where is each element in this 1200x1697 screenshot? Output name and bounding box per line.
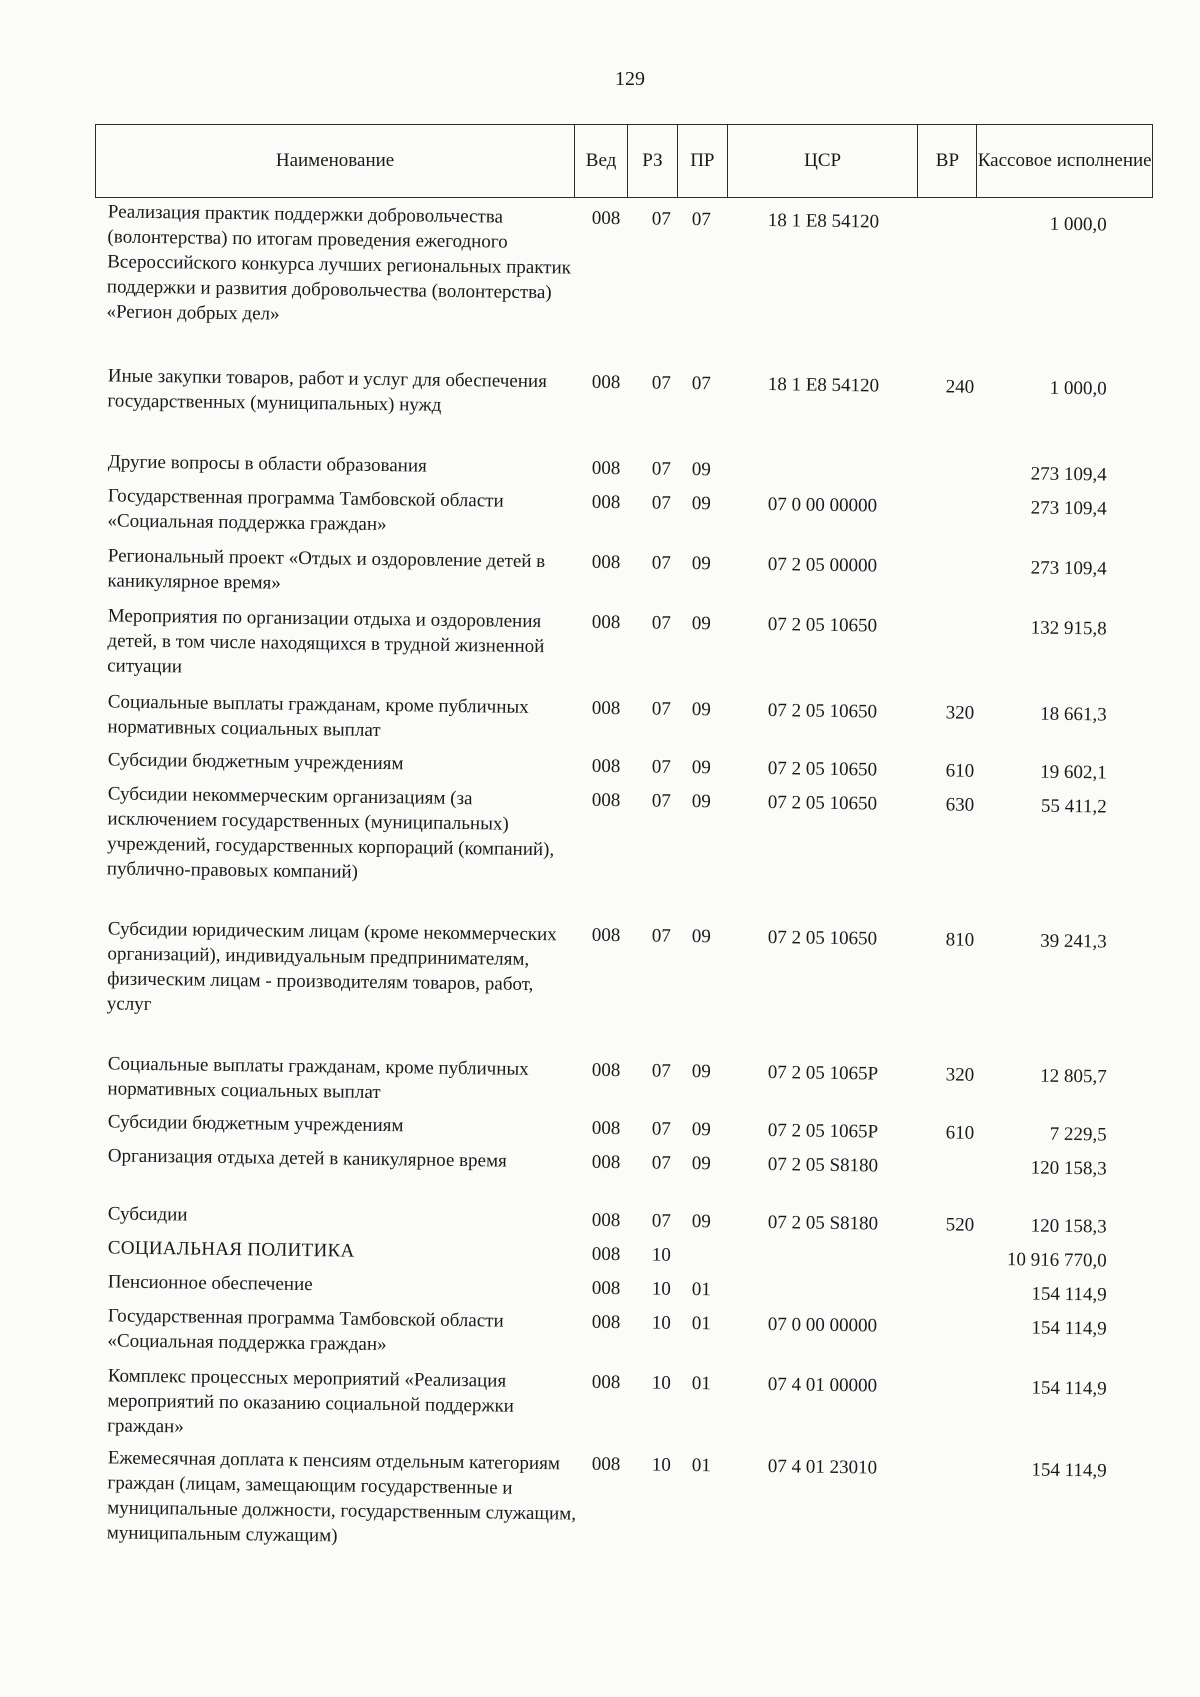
row-ved: 008 — [591, 1277, 621, 1300]
row-pr: 09 — [691, 926, 711, 948]
row-ved: 008 — [591, 207, 621, 230]
row-rz: 07 — [651, 208, 671, 230]
row-amount: 273 109,4 — [1030, 463, 1107, 486]
row-amount: 12 805,7 — [1040, 1065, 1107, 1088]
row-csr: 07 2 05 10650 — [767, 614, 878, 637]
row-name: Социальные выплаты гражданам, кроме публичных нормативных социальных выплат — [107, 1053, 529, 1103]
row-rz: 07 — [651, 1118, 671, 1140]
table-row — [0, 1200, 1200, 1238]
table-row — [0, 1444, 1200, 1547]
row-vr: 610 — [945, 1122, 975, 1144]
row-rz: 07 — [651, 756, 671, 778]
table-row — [0, 602, 1200, 678]
row-name: Реализация практик поддержки добровольчества (волонтерства) по итогам проведения ежегодного Всероссийского конкурса лучших региональных практик поддержки и развития добровольчества (волонтерства) «Регион добрых дел» — [106, 201, 572, 325]
row-amount: 19 602,1 — [1040, 761, 1107, 784]
row-name: Субсидии бюджетным учреждениям — [107, 749, 404, 775]
row-ved: 008 — [591, 755, 621, 778]
row-ved: 008 — [591, 1371, 621, 1394]
row-rz: 07 — [651, 790, 671, 812]
row-amount: 10 916 770,0 — [1006, 1249, 1107, 1272]
row-name: Мероприятия по организации отдыха и оздоровления детей, в том числе находящихся в трудной жизненной ситуации — [107, 605, 545, 678]
row-pr: 01 — [691, 1313, 711, 1335]
row-csr: 07 2 05 10650 — [767, 758, 878, 781]
header-kassovoe: Кассовое исполнение — [977, 150, 1152, 172]
row-csr: 07 0 00 00000 — [767, 1314, 878, 1337]
row-rz: 07 — [651, 372, 671, 394]
row-rz: 10 — [651, 1454, 671, 1476]
row-rz: 07 — [651, 925, 671, 947]
row-rz: 07 — [651, 492, 671, 514]
row-rz: 07 — [651, 458, 671, 480]
row-amount: 273 109,4 — [1030, 497, 1107, 520]
header-rz: РЗ — [628, 125, 678, 197]
table-row — [0, 1050, 1200, 1103]
row-csr: 07 2 05 1065Р — [767, 1120, 879, 1143]
row-name: Другие вопросы в области образования — [107, 451, 427, 477]
row-vr: 630 — [945, 794, 975, 816]
row-pr: 09 — [691, 1153, 711, 1175]
row-name: Пенсионное обеспечение — [107, 1271, 313, 1296]
row-name: Организация отдыха детей в каникулярное время — [107, 1145, 507, 1172]
row-name: Иные закупки товаров, работ и услуг для обеспечения государственных (муниципальных) нужд — [107, 365, 548, 416]
row-name: Социальные выплаты гражданам, кроме публичных нормативных социальных выплат — [107, 691, 529, 741]
row-pr: 07 — [691, 209, 711, 231]
header-ved: Вед — [575, 125, 628, 197]
row-pr: 07 — [691, 373, 711, 395]
table-row — [0, 1108, 1200, 1146]
row-ved: 008 — [591, 789, 621, 812]
row-name: СОЦИАЛЬНАЯ ПОЛИТИКА — [107, 1237, 355, 1262]
row-pr: 09 — [691, 757, 711, 779]
table-row — [0, 780, 1200, 883]
table-row — [0, 1142, 1200, 1180]
row-rz: 07 — [651, 612, 671, 634]
row-csr: 07 0 00 00000 — [767, 494, 878, 517]
row-ved: 008 — [591, 1209, 621, 1232]
table-row — [0, 1302, 1200, 1356]
row-amount: 132 915,8 — [1030, 617, 1107, 640]
row-ved: 008 — [591, 1453, 621, 1476]
row-amount: 18 661,3 — [1040, 703, 1107, 726]
row-ved: 008 — [591, 551, 621, 574]
row-vr: 610 — [945, 760, 975, 782]
row-vr: 320 — [945, 702, 975, 724]
row-ved: 008 — [591, 371, 621, 394]
row-rz: 10 — [651, 1312, 671, 1334]
row-ved: 008 — [591, 491, 621, 514]
row-ved: 008 — [591, 457, 621, 480]
row-amount: 55 411,2 — [1040, 795, 1107, 818]
row-csr: 07 2 05 10650 — [767, 927, 878, 950]
row-pr: 09 — [691, 553, 711, 575]
header-csr: ЦСР — [728, 125, 919, 197]
row-name: Государственная программа Тамбовской области «Социальная поддержка граждан» — [107, 485, 504, 536]
row-rz: 10 — [651, 1244, 671, 1266]
row-csr: 07 2 05 10650 — [767, 792, 878, 815]
row-csr: 07 4 01 23010 — [767, 1456, 878, 1479]
row-name: Субсидии бюджетным учреждениям — [107, 1111, 404, 1137]
page-number: 129 — [615, 68, 645, 90]
row-csr: 07 2 05 10650 — [767, 700, 878, 723]
table-row — [0, 1362, 1200, 1438]
row-name: Комплекс процессных мероприятий «Реализация мероприятий по оказанию социальной поддержки граждан» — [107, 1365, 515, 1438]
row-vr: 520 — [945, 1214, 975, 1236]
row-name: Субсидии — [107, 1203, 188, 1226]
row-ved: 008 — [591, 1243, 621, 1266]
row-name: Региональный проект «Отдых и оздоровление детей в каникулярное время» — [107, 545, 546, 594]
row-amount: 154 114,9 — [1031, 1377, 1107, 1400]
row-name: Субсидии некоммерческим организациям (за исключением государственных (муниципальных) учреждений, государственных корпораций (компаний), публично-правовых компаний) — [106, 783, 555, 883]
row-pr: 09 — [691, 1119, 711, 1141]
row-rz: 07 — [651, 1210, 671, 1232]
row-rz: 07 — [651, 1060, 671, 1082]
row-rz: 07 — [651, 1152, 671, 1174]
row-amount: 1 000,0 — [1049, 377, 1107, 400]
row-ved: 008 — [591, 1151, 621, 1174]
row-name: Субсидии юридическим лицам (кроме некоммерческих организаций), индивидуальным предпринимателям, физическим лицам - производителям товаров, работ, услуг — [106, 918, 557, 1015]
row-amount: 154 114,9 — [1031, 1283, 1107, 1306]
row-rz: 07 — [651, 552, 671, 574]
row-ved: 008 — [591, 611, 621, 634]
row-name: Ежемесячная доплата к пенсиям отдельным категориям граждан (лицам, замещающим государственные и муниципальные должности, государственным служащим, муниципальным служащим) — [106, 1447, 577, 1547]
row-csr: 07 2 05 S8180 — [767, 1212, 879, 1235]
table-row — [0, 542, 1200, 594]
row-csr: 07 2 05 00000 — [767, 554, 878, 577]
row-vr: 240 — [945, 376, 975, 398]
row-amount: 273 109,4 — [1030, 557, 1107, 580]
row-csr: 18 1 E8 54120 — [767, 374, 880, 397]
row-ved: 008 — [591, 697, 621, 720]
table-row — [0, 688, 1200, 741]
row-pr: 09 — [691, 791, 711, 813]
header-vr: ВР — [918, 125, 977, 197]
table-row — [0, 362, 1200, 416]
row-ved: 008 — [591, 1311, 621, 1334]
row-amount: 7 229,5 — [1049, 1123, 1107, 1146]
row-name: Государственная программа Тамбовской области «Социальная поддержка граждан» — [107, 1305, 504, 1356]
row-csr: 07 2 05 S8180 — [767, 1154, 879, 1177]
row-ved: 008 — [591, 1059, 621, 1082]
row-pr: 09 — [691, 613, 711, 635]
table-row — [0, 482, 1200, 536]
header-name: Наименование — [96, 125, 575, 197]
table-row — [0, 448, 1200, 486]
row-amount: 39 241,3 — [1040, 930, 1107, 953]
row-pr: 09 — [691, 1061, 711, 1083]
row-pr: 09 — [691, 493, 711, 515]
row-ved: 008 — [591, 924, 621, 947]
row-pr: 01 — [691, 1455, 711, 1477]
row-pr: 09 — [691, 459, 711, 481]
row-rz: 07 — [651, 698, 671, 720]
row-amount: 1 000,0 — [1049, 213, 1107, 236]
row-csr: 07 4 01 00000 — [767, 1374, 878, 1397]
row-vr: 810 — [945, 929, 975, 951]
row-pr: 01 — [691, 1279, 711, 1301]
row-rz: 10 — [651, 1372, 671, 1394]
row-csr: 07 2 05 1065Р — [767, 1062, 879, 1085]
row-rz: 10 — [651, 1278, 671, 1300]
table-row — [0, 746, 1200, 784]
row-pr: 01 — [691, 1373, 711, 1395]
row-amount: 154 114,9 — [1031, 1317, 1107, 1340]
row-amount: 120 158,3 — [1030, 1215, 1107, 1238]
row-ved: 008 — [591, 1117, 621, 1140]
table-row — [0, 1234, 1200, 1272]
table-row — [0, 198, 1200, 325]
header-pr: ПР — [678, 125, 728, 197]
row-amount: 154 114,9 — [1031, 1459, 1107, 1482]
row-amount: 120 158,3 — [1030, 1157, 1107, 1180]
row-csr: 18 1 E8 54120 — [767, 210, 880, 233]
row-vr: 320 — [945, 1064, 975, 1086]
row-pr: 09 — [691, 1211, 711, 1233]
table-row — [0, 915, 1200, 1015]
row-pr: 09 — [691, 699, 711, 721]
table-header — [95, 124, 1153, 198]
